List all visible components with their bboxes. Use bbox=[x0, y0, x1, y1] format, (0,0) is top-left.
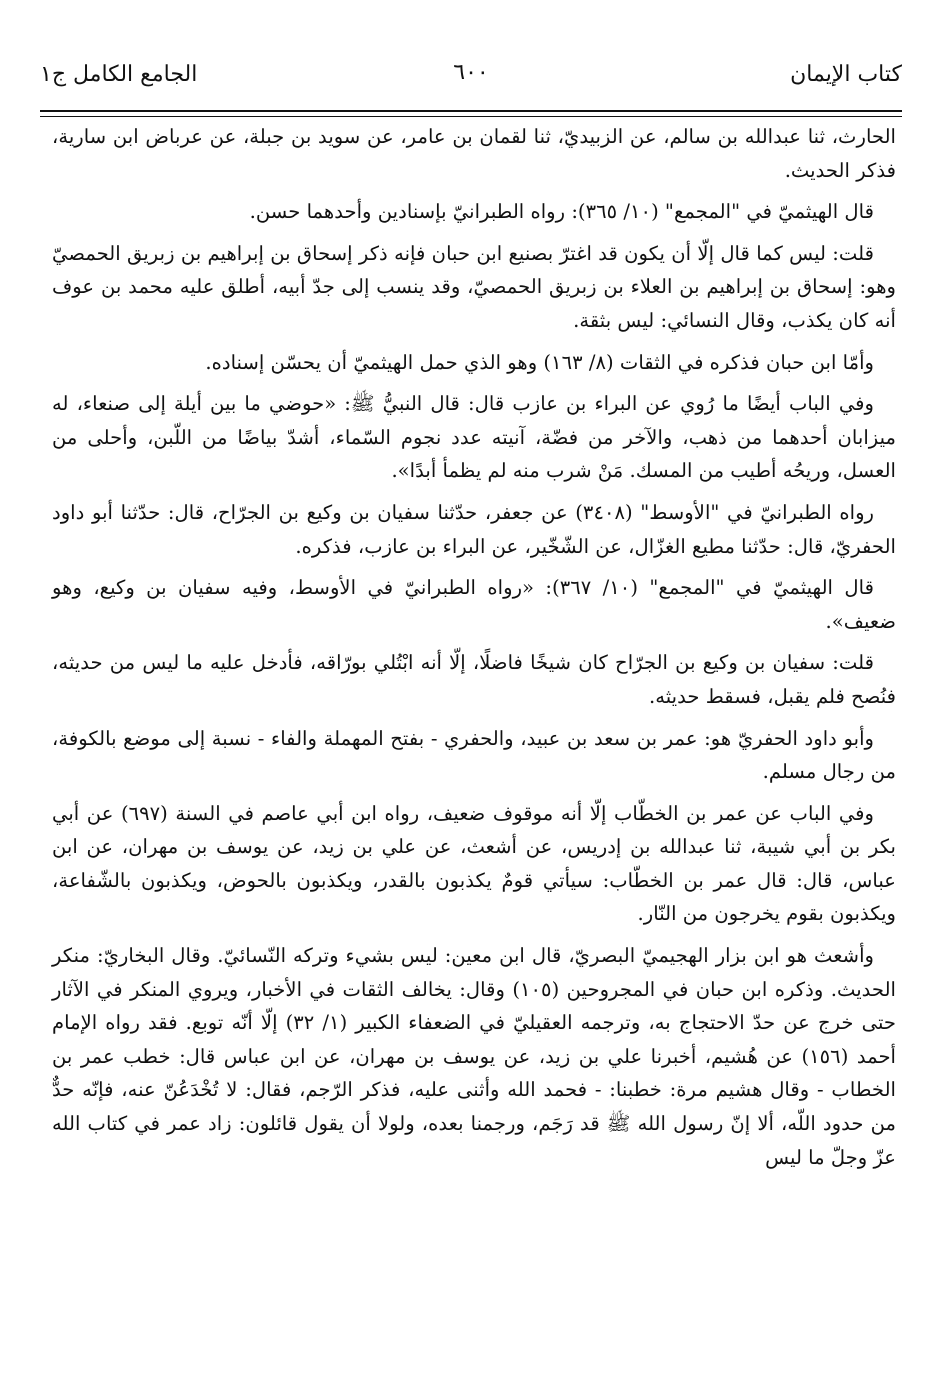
book-title: الجامع الكامل ج١ bbox=[40, 62, 198, 87]
paragraph: وأبو داود الحفريّ هو: عمر بن سعد بن عبيد، والحفري - بفتح المهملة والفاء - نسبة إلى موضع بالكوفة، من رجال مسلم. bbox=[52, 726, 896, 784]
running-header bbox=[40, 58, 902, 98]
paragraph: قلت: سفيان بن وكيع بن الجرّاح كان شيخًا فاضلًا، إلّا أنه ابْتُلي بورّاقه، فأدخل عليه ما ليس من حديثه، فنُصح فلم يقبل، فسقط حديثه. bbox=[52, 651, 896, 708]
paragraph: قال الهيثميّ في "المجمع" (١٠/ ٣٦٥): رواه الطبرانيّ بإسنادين وأحدهما حسن. bbox=[249, 200, 874, 224]
paragraph: قال الهيثميّ في "المجمع" (١٠/ ٣٦٧): «رواه الطبرانيّ في الأوسط، وفيه سفيان بن وكيع، وهو ضعيف». bbox=[52, 576, 896, 633]
paragraph: وأشعث هو ابن بزار الهجيميّ البصريّ، قال ابن معين: ليس بشيء وتركه النّسائيّ. وقال البخاريّ: منكر الحديث. وذكره ابن حبان في المجروحين (١٠٥) وقال: يخالف الثقات في الأخبار، ويروي المنكر في الآثار حتى خرج عن حدّ الاحتجاج به، وترجمه العقيليّ في الضعفاء الكبير (١/ ٣٢) إلّا أنّه توبع. فقد رواه الإمام أحمد (١٥٦) عن هُشيم، أخبرنا علي بن زيد، عن يوسف بن مهران، عن ابن عباس قال: خطب عمر بن الخطاب - وقال هشيم مرة: خطبنا: - فحمد الله وأثنى عليه، فذكر الرّجم، فقال: لا تُخْدَعُنّ عنه، فإنّه حدٌّ من حدود اللّه، ألا إنّ رسول الله ﷺ قد رَجَم، ورجمنا بعده، ولولا أن يقول قائلون: زاد عمر في كتاب الله عزّ وجلّ ما ليس bbox=[52, 944, 896, 1169]
paragraph: وأمّا ابن حبان فذكره في الثقات (٨/ ١٦٣) وهو الذي حمل الهيثميّ أن يحسّن إسناده. bbox=[205, 350, 874, 374]
paragraph: قلت: ليس كما قال إلّا أن يكون قد اغترّ بصنيع ابن حبان فإنه ذكر إسحاق بن إبراهيم بن زبريق الحمصيّ وهو: إسحاق بن إبراهيم بن العلاء بن زبريق الحمصيّ، وقد ينسب إلى جدّ أبيه، أطلق عليه محمد بن عوف أنه كان يكذب، وقال النسائي: ليس بثقة. bbox=[52, 241, 896, 332]
page-number: ٦٠٠ bbox=[453, 60, 489, 85]
paragraph: رواه الطبرانيّ في "الأوسط" (٣٤٠٨) عن جعفر، حدّثنا سفيان بن وكيع بن الجرّاح، قال: حدّثنا أبو داود الحفريّ، قال: حدّثنا مطيع الغزّال، عن الشّخّير، عن البراء بن عازب، فذكره. bbox=[52, 500, 896, 558]
paragraph: الحارث، ثنا عبدالله بن سالم، عن الزبيديّ، ثنا لقمان بن عامر، عن سويد بن جبلة، عن عرباض ابن سارية، فذكر الحديث. bbox=[52, 125, 896, 182]
main-text bbox=[52, 120, 896, 1182]
paragraph: وفي الباب عن عمر بن الخطّاب إلّا أنه موقوف ضعيف، رواه ابن أبي عاصم في السنة (٦٩٧) عن أبي بكر بن أبي شيبة، ثنا عبدالله بن إدريس، عن أشعث، عن علي بن زيد، عن يوسف بن مهران، عن ابن عباس، قال: قال عمر بن الخطّاب: سيأتي قومٌ يكذبون بالقدر، ويكذبون بالحوض، ويكذبون بالشّفاعة، ويكذبون بقوم يخرجون من النّار. bbox=[52, 801, 896, 926]
header-rule-thick bbox=[40, 110, 902, 112]
chapter-title: كتاب الإيمان bbox=[790, 62, 902, 87]
header-rule-thin bbox=[40, 116, 902, 117]
paragraph: وفي الباب أيضًا ما رُوي عن البراء بن عازب قال: قال النبيُّ ﷺ: «حوضي ما بين أيلة إلى صنعاء، له ميزابان أحدهما من ذهب، والآخر من فضّة، آنيته عدد نجوم السّماء، أشدّ بياضًا من اللّبن، وأحلى من العسل، وريحُه أطيب من المسك. مَنْ شرب منه لم يظمأ أبدًا». bbox=[52, 392, 896, 483]
